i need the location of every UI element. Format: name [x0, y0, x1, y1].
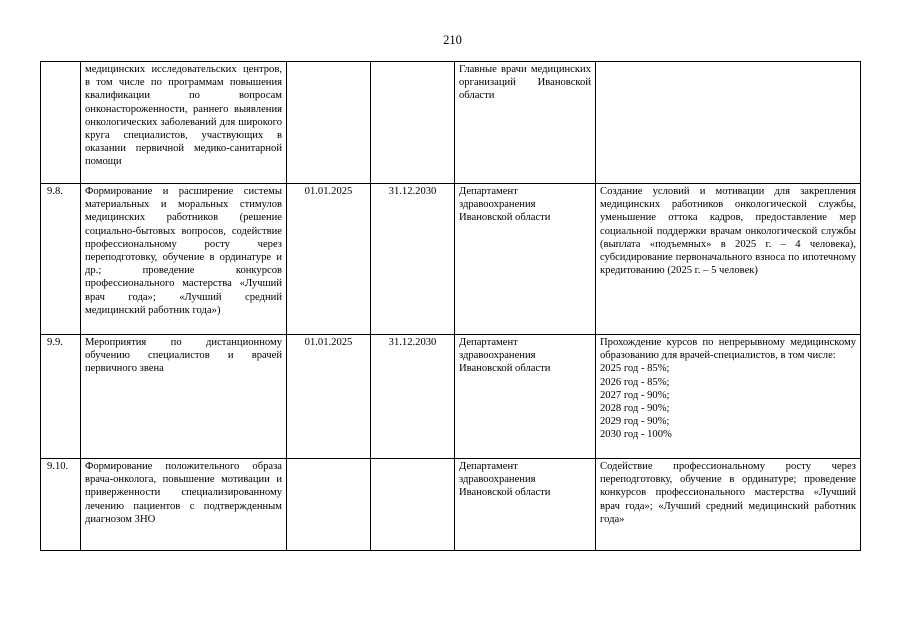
- table-row: [41, 459, 861, 551]
- row-number: 9.10.: [41, 459, 81, 551]
- result-line: 2030 год - 100%: [600, 429, 672, 441]
- event-cell: Мероприятия по дистанционному обучению специалистов и врачей первичного звена: [81, 335, 287, 459]
- result-cell: [596, 62, 861, 184]
- event-cell: Формирование и расширение системы материальных и моральных стимулов медицинских работников (решение социально-бытовых вопросов, содействие профессиональному росту через переподготовку, обучение в ординатуре и др.; проведение конкурсов профессионального мастерства «Лучший врач года»; «Лучший средний медицинский работник года»): [81, 184, 287, 335]
- table-row: [41, 184, 861, 335]
- page-number: 210: [443, 33, 462, 47]
- start-date-cell: 01.01.2025: [287, 184, 371, 335]
- result-cell: [596, 335, 861, 459]
- start-date-cell: 01.01.2025: [287, 335, 371, 459]
- table-row: [41, 335, 861, 459]
- result-line: 2028 год - 90%;: [600, 403, 670, 415]
- result-intro: Прохождение курсов по непрерывному медицинскому образованию для врачей-специалистов, в том числе:: [600, 337, 856, 362]
- end-date-cell: 31.12.2030: [371, 335, 455, 459]
- start-date-cell: [287, 62, 371, 184]
- result-cell: Создание условий и мотивации для закрепления медицинских работников онкологической службы, уменьшение оттока кадров, предоставление мер социальной поддержки врачам онкологической службы (выплата «подъемных» в 2025 г. – 4 человека), субсидирование первоначального взноса по ипотечному кредитованию (2025 г. – 5 человек): [596, 184, 861, 335]
- start-date-cell: [287, 459, 371, 551]
- end-date-cell: [371, 62, 455, 184]
- executor-cell: Департамент здравоохранения Ивановской области: [455, 459, 596, 551]
- executor-cell: Главные врачи медицинских организаций Ивановской области: [455, 62, 596, 184]
- executor-cell: Департамент здравоохранения Ивановской области: [455, 184, 596, 335]
- result-cell: Содействие профессиональному росту через переподготовку, обучение в ординатуре; проведение конкурсов профессионального мастерства «Лучший врач года»; «Лучший средний медицинский работник года»: [596, 459, 861, 551]
- activities-table: [40, 61, 861, 551]
- result-line: 2025 год - 85%;: [600, 363, 670, 375]
- table-row: [41, 62, 861, 184]
- executor-cell: Департамент здравоохранения Ивановской области: [455, 335, 596, 459]
- event-cell: медицинских исследовательских центров, в том числе по программам повышения квалификации по вопросам онконастороженности, раннего выявления онкологических заболеваний для широкого круга специалистов, участвующих в оказании первичной медико-санитарной помощи: [81, 62, 287, 184]
- event-cell: Формирование положительного образа врача-онколога, повышение мотивации и приверженности специализированному лечению пациентов с подтвержденным диагнозом ЗНО: [81, 459, 287, 551]
- row-number: 9.9.: [41, 335, 81, 459]
- row-number: 9.8.: [41, 184, 81, 335]
- end-date-cell: 31.12.2030: [371, 184, 455, 335]
- end-date-cell: [371, 459, 455, 551]
- result-line: 2027 год - 90%;: [600, 389, 670, 401]
- row-number: [41, 62, 81, 184]
- result-line: 2026 год - 85%;: [600, 376, 670, 388]
- result-line: 2029 год - 90%;: [600, 416, 670, 428]
